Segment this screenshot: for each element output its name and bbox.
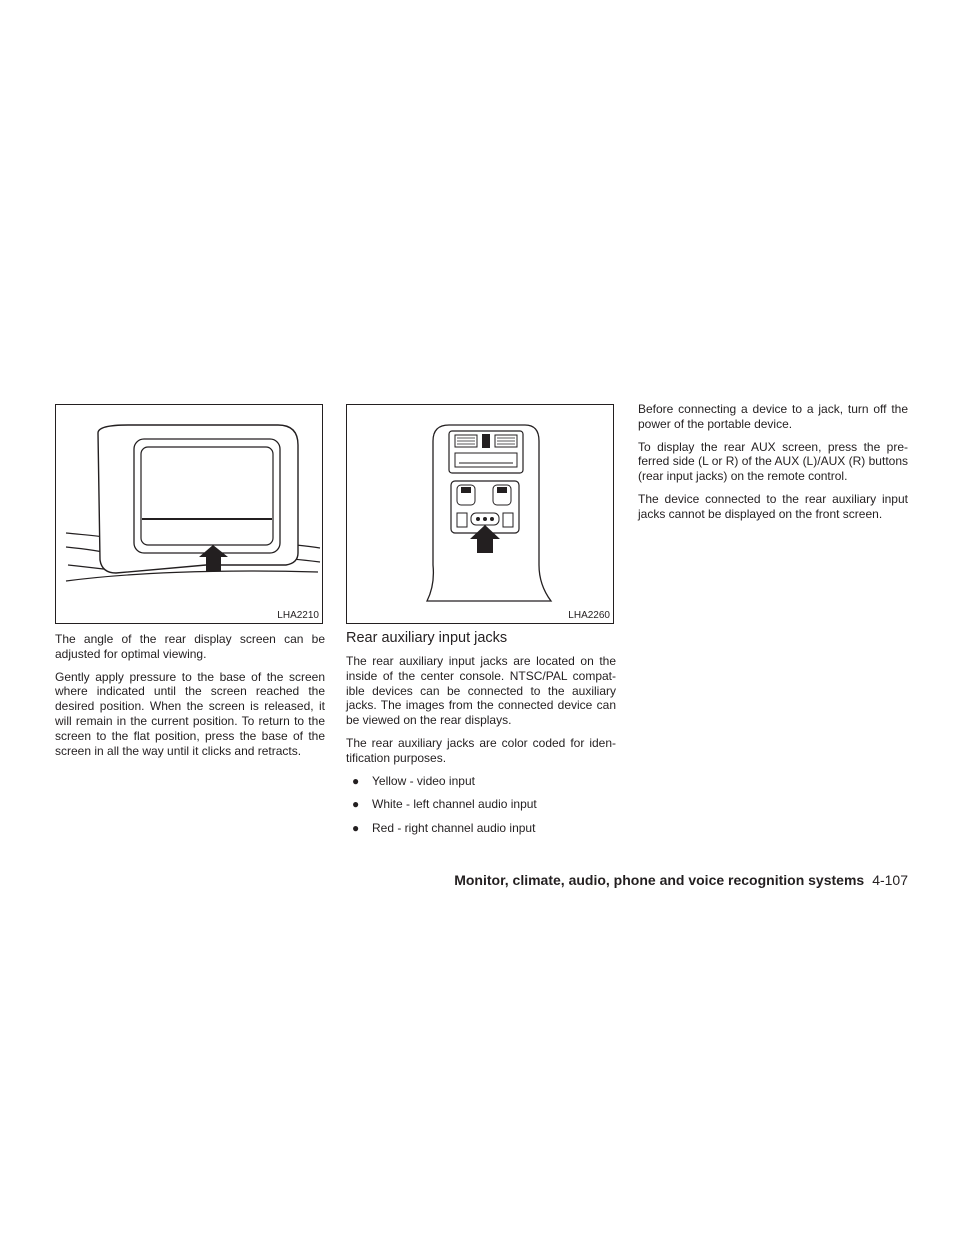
list-item: ● Red - right channel audio input (352, 821, 536, 836)
list-item: ● White - left channel audio input (352, 797, 537, 812)
figure-center-console-jacks (346, 404, 614, 624)
paragraph: The rear auxiliary jacks are color coded for iden-tification purposes. (346, 735, 616, 765)
list-item: ● Yellow - video input (352, 773, 475, 788)
bullet-icon: ● (352, 773, 360, 788)
paragraph: The rear auxiliary input jacks are located on the inside of the center console. NTSC/PAL compat-ible devices can be connected to the auxiliary jacks. The images from the connected device can be viewed on the rear displays. (346, 654, 616, 728)
page-number: 4-107 (872, 872, 908, 888)
paragraph: To display the rear AUX screen, press the pre-ferred side (L or R) of the AUX (L)/AUX (R) buttons (rear input jacks) on the remote control. (638, 439, 908, 484)
figure-rear-display-screen (55, 404, 323, 624)
column-right (638, 402, 908, 530)
paragraph: The angle of the rear display screen can be adjusted for optimal viewing. (55, 632, 325, 661)
page-footer (438, 872, 908, 888)
figure-code: LHA2260 (568, 610, 610, 621)
figure-code: LHA2210 (277, 610, 319, 621)
paragraph: The device connected to the rear auxiliary input jacks cannot be displayed on the front screen. (638, 491, 908, 521)
rear-display-illustration (56, 405, 324, 625)
paragraph: Before connecting a device to a jack, turn off the power of the portable device. (638, 402, 908, 431)
column-left (55, 404, 325, 766)
center-console-illustration (347, 405, 615, 625)
jack-color-list (346, 774, 616, 836)
paragraph: Gently apply pressure to the base of the screen where indicated until the screen reached the desired position. When the screen is released, it will remain in the current position. To return to the screen to the flat position, press the base of the screen in all the way until it clicks and retracts. (55, 669, 325, 758)
bullet-icon: ● (352, 797, 360, 812)
section-title: Monitor, climate, audio, phone and voice recognition systems (454, 872, 865, 888)
bullet-icon: ● (352, 821, 360, 836)
section-heading: Rear auxiliary input jacks (346, 630, 508, 646)
column-middle (346, 404, 616, 845)
